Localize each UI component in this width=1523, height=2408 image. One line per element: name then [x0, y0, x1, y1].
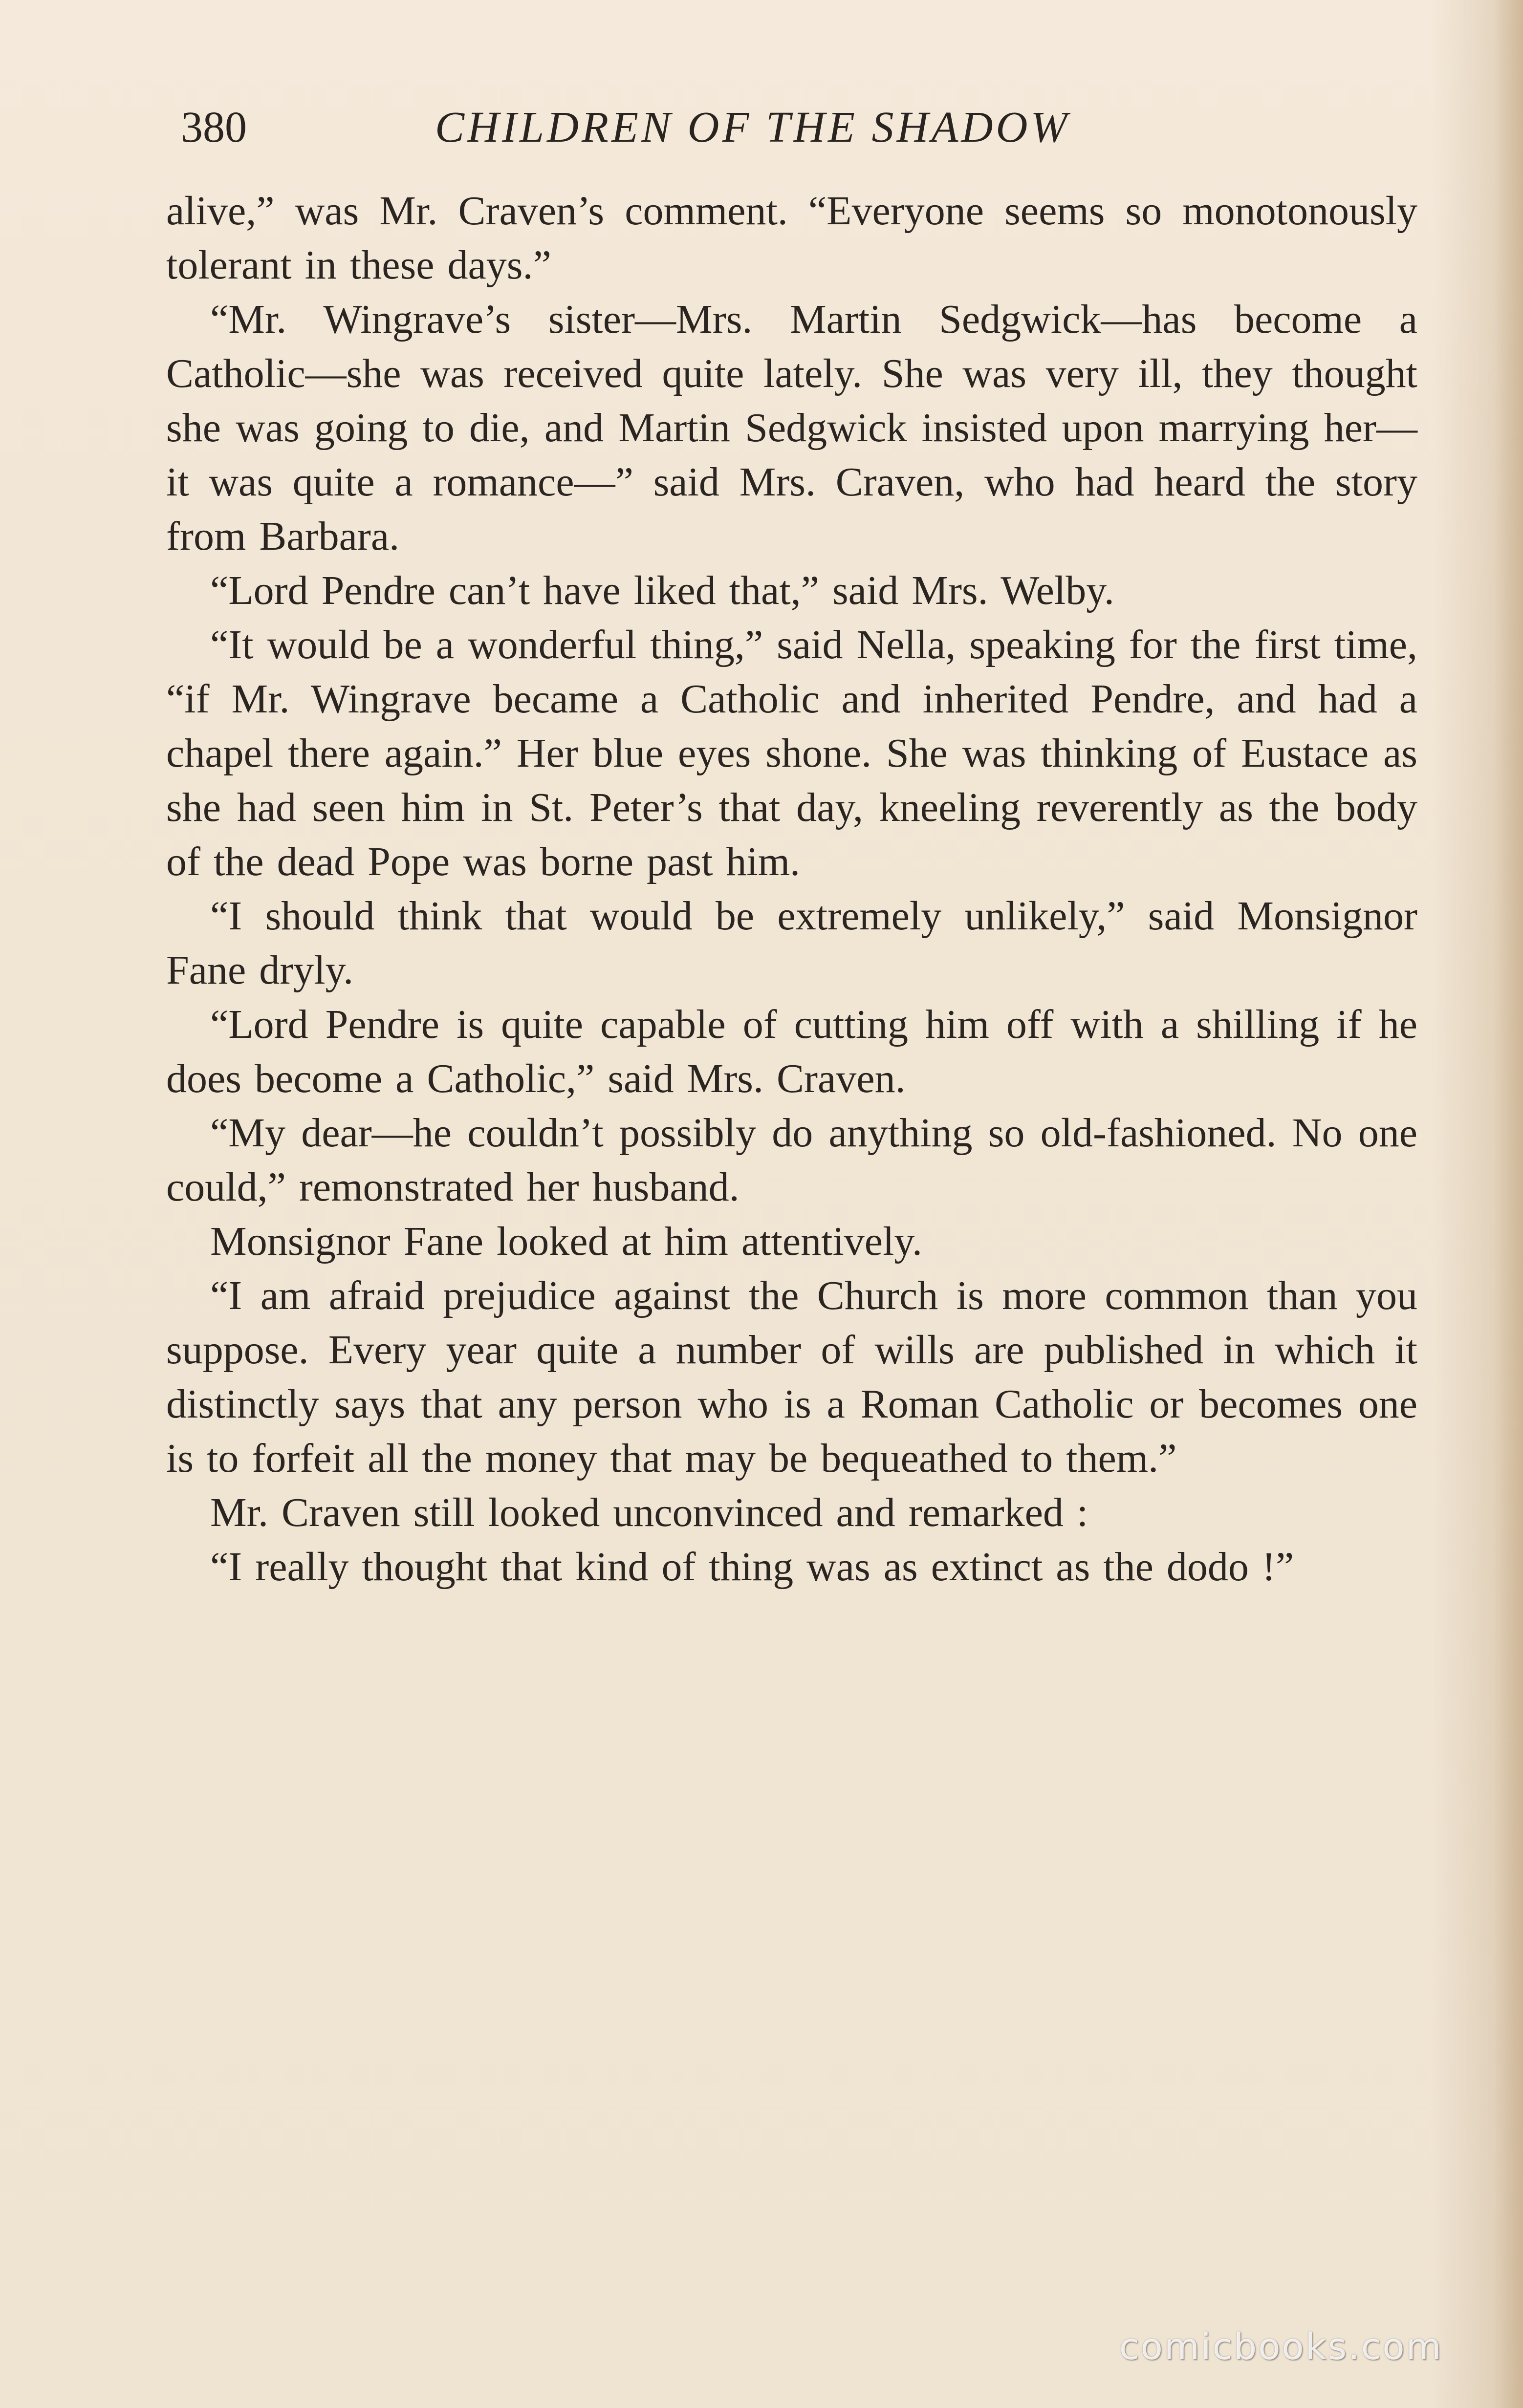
running-title: CHILDREN OF THE SHADOW: [435, 103, 1070, 151]
body-text: [166, 184, 1417, 1594]
page-number: 380: [181, 103, 247, 151]
paragraph: “I really thought that kind of thing was as extinct as the dodo !”: [210, 1544, 1294, 1590]
page-edge-shadow: [1494, 0, 1523, 2408]
paragraph: “I should think that would be extremely unlikely,” said Monsignor Fane dryly.: [166, 893, 1417, 993]
paragraph: “My dear—he couldn’t possibly do anything so old-fashioned. No one could,” remonstrated her husband.: [166, 1110, 1417, 1210]
paragraph: “Lord Pendre can’t have liked that,” said Mrs. Welby.: [210, 568, 1114, 613]
page-header: [181, 96, 1452, 159]
paragraph: alive,” was Mr. Craven’s comment. “Everyone seems so monotonously tolerant in these days.”: [166, 188, 1417, 288]
paragraph: “Lord Pendre is quite capable of cutting him off with a shilling if he does become a Catholic,” said Mrs. Craven.: [166, 1002, 1417, 1101]
paragraph: “I am afraid prejudice against the Church is more common than you suppose. Every year quite a number of wills are published in which it distinctly says that any person who is a Roman Catholic or becomes one is to forfeit all the money that may be bequeathed to them.”: [166, 1273, 1417, 1481]
paragraph: Monsignor Fane looked at him attentively.: [210, 1219, 922, 1264]
paragraph: Mr. Craven still looked unconvinced and remarked :: [210, 1490, 1088, 1535]
paragraph: “Mr. Wingrave’s sister—Mrs. Martin Sedgwick—has become a Catholic—she was received quite lately. She was very ill, they thought she was going to die, and Martin Sedgwick insisted upon marrying her—it was quite a romance—” said Mrs. Craven, who had heard the story from Barbara.: [166, 297, 1417, 559]
paragraph: “It would be a wonderful thing,” said Nella, speaking for the first time, “if Mr. Wingrave became a Catholic and inherited Pendre, and had a chapel there again.” Her blue eyes shone. She was thinking of Eustace as she had seen him in St. Peter’s that day, kneeling reverently as the body of the dead Pope was borne past him.: [166, 622, 1417, 884]
watermark: comicbooks.com: [1119, 2326, 1443, 2368]
